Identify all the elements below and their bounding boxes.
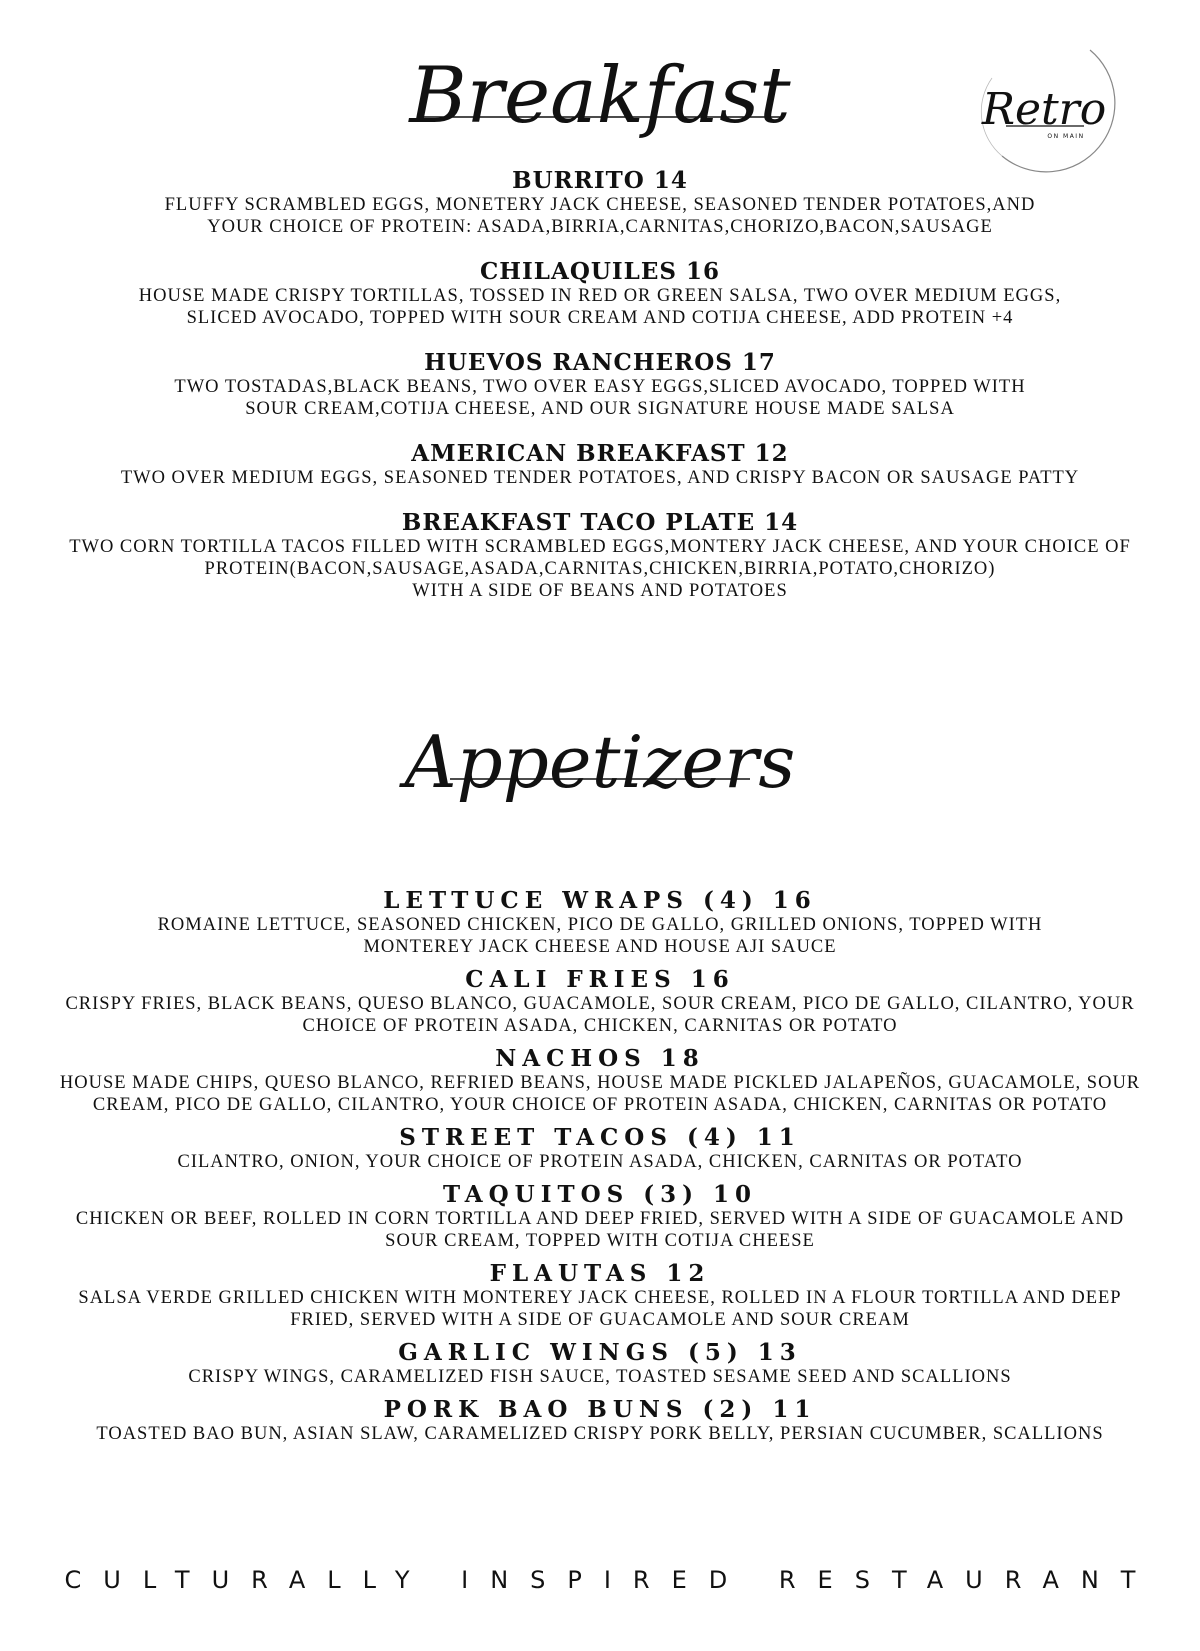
menu-item xyxy=(0,259,1200,329)
menu-item xyxy=(0,1340,1200,1388)
menu-item xyxy=(0,1182,1200,1252)
item-description: SOUR CREAM, TOPPED WITH COTIJA CHEESE xyxy=(385,1231,815,1251)
menu-item xyxy=(0,888,1200,958)
appetizers-section xyxy=(0,888,1200,1454)
item-name: CHILAQUILES 16 xyxy=(480,258,720,285)
logo-text: Retro xyxy=(981,84,1107,135)
item-description: CILANTRO, ONION, YOUR CHOICE OF PROTEIN ASADA, CHICKEN, CARNITAS OR POTATO xyxy=(177,1152,1023,1172)
footer-tagline: CULTURALLY INSPIRED RESTAURANT xyxy=(64,1566,1158,1594)
item-name: PORK BAO BUNS (2) 11 xyxy=(383,1396,817,1423)
item-description: CRISPY WINGS, CARAMELIZED FISH SAUCE, TOASTED SESAME SEED AND SCALLIONS xyxy=(188,1367,1012,1387)
item-description: CRISPY FRIES, BLACK BEANS, QUESO BLANCO, GUACAMOLE, SOUR CREAM, PICO DE GALLO, CILANTRO, YOUR xyxy=(65,994,1135,1014)
item-description: TWO OVER MEDIUM EGGS, SEASONED TENDER POTATOES, AND CRISPY BACON OR SAUSAGE PATTY xyxy=(120,468,1080,488)
item-description: SOUR CREAM,COTIJA CHEESE, AND OUR SIGNATURE HOUSE MADE SALSA xyxy=(245,399,955,419)
breakfast-heading-text: Breakfast xyxy=(409,51,791,141)
item-description: ROMAINE LETTUCE, SEASONED CHICKEN, PICO DE GALLO, GRILLED ONIONS, TOPPED WITH xyxy=(157,915,1043,935)
item-name: TAQUITOS (3) 10 xyxy=(442,1181,758,1208)
item-description: HOUSE MADE CRISPY TORTILLAS, TOSSED IN RED OR GREEN SALSA, TWO OVER MEDIUM EGGS, xyxy=(138,286,1062,306)
item-description: MONTEREY JACK CHEESE AND HOUSE AJI SAUCE xyxy=(363,937,837,957)
menu-item xyxy=(0,350,1200,420)
item-description: FLUFFY SCRAMBLED EGGS, MONETERY JACK CHEESE, SEASONED TENDER POTATOES,AND xyxy=(164,195,1036,215)
breakfast-section xyxy=(0,168,1200,623)
item-name: HUEVOS RANCHEROS 17 xyxy=(424,349,776,376)
item-name: NACHOS 18 xyxy=(495,1045,705,1072)
appetizers-heading xyxy=(0,712,1200,862)
item-description: YOUR CHOICE OF PROTEIN: ASADA,BIRRIA,CARNITAS,CHORIZO,BACON,SAUSAGE xyxy=(207,217,993,237)
item-description: SALSA VERDE GRILLED CHICKEN WITH MONTEREY JACK CHEESE, ROLLED IN A FLOUR TORTILLA AND DEEP xyxy=(78,1288,1122,1308)
item-name: FLAUTAS 12 xyxy=(489,1260,711,1287)
menu-item xyxy=(0,1125,1200,1173)
item-name: BREAKFAST TACO PLATE 14 xyxy=(401,509,799,536)
item-description: CREAM, PICO DE GALLO, CILANTRO, YOUR CHOICE OF PROTEIN ASADA, CHICKEN, CARNITAS OR POTATO xyxy=(92,1095,1108,1115)
item-description: WITH A SIDE OF BEANS AND POTATOES xyxy=(412,581,788,601)
menu-item xyxy=(0,1046,1200,1116)
item-description: FRIED, SERVED WITH A SIDE OF GUACAMOLE AND SOUR CREAM xyxy=(290,1310,910,1330)
appetizers-heading-text: Appetizers xyxy=(404,720,796,804)
item-description: PROTEIN(BACON,SAUSAGE,ASADA,CARNITAS,CHICKEN,BIRRIA,POTATO,CHORIZO) xyxy=(204,559,996,579)
item-description: HOUSE MADE CHIPS, QUESO BLANCO, REFRIED BEANS, HOUSE MADE PICKLED JALAPEÑOS, GUACAMOLE, SOUR xyxy=(59,1073,1141,1093)
item-description: CHOICE OF PROTEIN ASADA, CHICKEN, CARNITAS OR POTATO xyxy=(302,1016,898,1036)
restaurant-logo xyxy=(962,38,1122,188)
logo-subtext: ON MAIN xyxy=(1047,133,1085,140)
item-name: LETTUCE WRAPS (4) 16 xyxy=(383,887,817,914)
menu-item xyxy=(0,1261,1200,1331)
item-name: AMERICAN BREAKFAST 12 xyxy=(411,440,789,467)
item-name: STREET TACOS (4) 11 xyxy=(399,1124,801,1151)
item-description: TWO TOSTADAS,BLACK BEANS, TWO OVER EASY EGGS,SLICED AVOCADO, TOPPED WITH xyxy=(174,377,1026,397)
menu-item xyxy=(0,1397,1200,1445)
menu-item xyxy=(0,967,1200,1037)
menu-item xyxy=(0,168,1200,238)
item-name: CALI FRIES 16 xyxy=(465,966,735,993)
item-description: SLICED AVOCADO, TOPPED WITH SOUR CREAM AND COTIJA CHEESE, ADD PROTEIN +4 xyxy=(186,308,1014,328)
item-name: GARLIC WINGS (5) 13 xyxy=(398,1339,802,1366)
item-description: TWO CORN TORTILLA TACOS FILLED WITH SCRAMBLED EGGS,MONTERY JACK CHEESE, AND YOUR CHOICE OF xyxy=(69,537,1131,557)
menu-item xyxy=(0,510,1200,602)
menu-item xyxy=(0,441,1200,489)
item-description: TOASTED BAO BUN, ASIAN SLAW, CARAMELIZED CRISPY PORK BELLY, PERSIAN CUCUMBER, SCALLIONS xyxy=(96,1424,1104,1444)
item-description: CHICKEN OR BEEF, ROLLED IN CORN TORTILLA AND DEEP FRIED, SERVED WITH A SIDE OF GUACAMOLE AND xyxy=(75,1209,1125,1229)
item-name: BURRITO 14 xyxy=(512,167,688,194)
